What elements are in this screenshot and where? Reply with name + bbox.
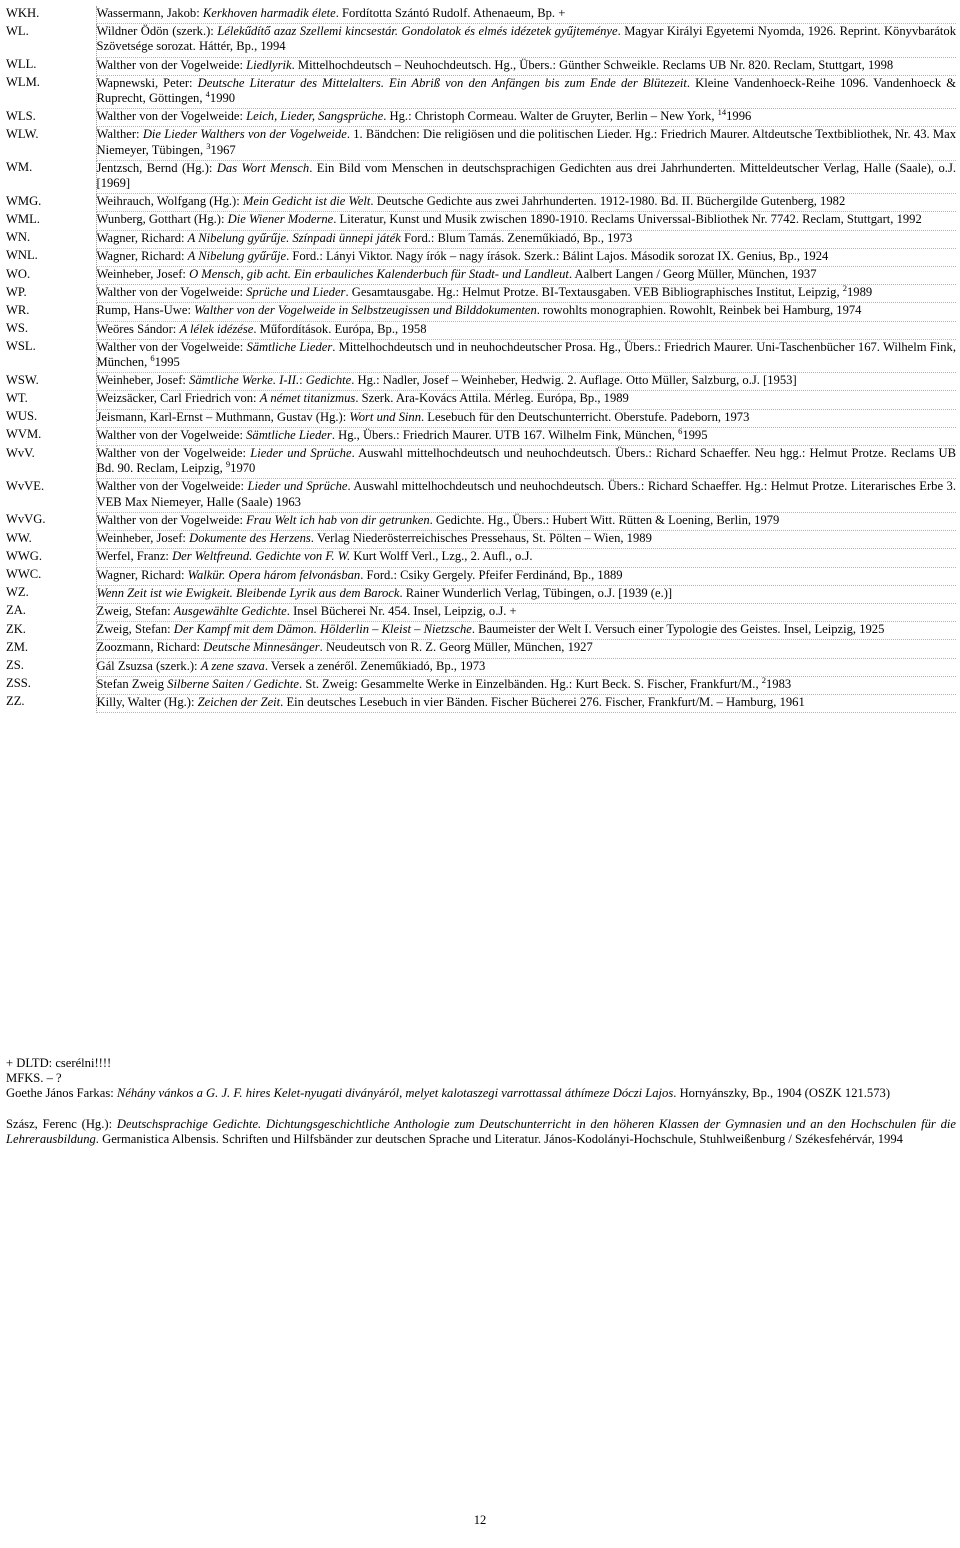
entry-abbreviation: WSW. <box>6 372 39 387</box>
entry-text: Zweig, Stefan: <box>96 603 174 618</box>
bibliography-row <box>6 285 956 303</box>
entry-text: Walther von der Vogelweide: <box>96 109 247 124</box>
entry-abbreviation: WKH. <box>6 6 40 20</box>
note-mfks: MFKS. – ? <box>6 1071 62 1086</box>
bibliography-row <box>6 75 956 108</box>
bibliography-row <box>6 622 956 640</box>
entry-abbreviation: ZK. <box>6 621 26 636</box>
bibliography-row <box>6 127 956 160</box>
entry-citation <box>96 549 956 567</box>
entry-citation <box>96 321 956 339</box>
entry-text: . Neudeutsch von R. Z. Georg Müller, München, 1927 <box>319 640 593 655</box>
superscript-edition: 6 <box>150 353 155 364</box>
entry-citation <box>96 57 956 75</box>
entry-text: . Hg.: Nadler, Josef – Weinheber, Hedwig. 2. Auflage. Otto Müller, Salzburg, o.J. [1953] <box>351 373 797 388</box>
entry-text: . Germanistica Albensis. Schriften und Hilfsbänder zur deutschen Sprache und Literatur. János-Kodolányi-Hochschule, Stuhlweißenburg / Székesfehérvár, 1994 <box>95 1131 903 1146</box>
entry-text: 1995 <box>682 427 708 442</box>
bibliography-row <box>6 303 956 321</box>
entry-text: . Verlag Niederösterreichisches Pressehaus, St. Pölten – Wien, 1989 <box>310 531 652 546</box>
bibliography-table <box>6 6 956 713</box>
entry-citation <box>96 603 956 621</box>
entry-text: Kurt Wolff Verl., Lzg., 2. Aufl., o.J. <box>350 549 533 564</box>
title-text: Leich, Lieder, Sangsprüche <box>246 109 384 124</box>
entry-text: Wagner, Richard: <box>96 567 188 582</box>
title-text: Mein Gedicht ist die Welt <box>242 194 371 209</box>
title-text: Der Weltfreund. Gedichte von F. W. <box>172 549 351 564</box>
entry-abbreviation: WSL. <box>6 339 36 354</box>
entry-abbreviation: WW. <box>6 530 32 545</box>
title-text: Lieder und Sprüche <box>247 479 348 494</box>
superscript-edition: 14 <box>717 107 727 118</box>
entry-text: . 1. Bändchen: Die religiösen und die politischen Lieder. Hg.: Friedrich Maurer. Altdeutsche Textbibliothek, Nr. 43. Max Niemeyer, Tübingen, <box>96 127 956 157</box>
entry-citation <box>96 212 956 230</box>
entry-abbreviation: WT. <box>6 390 28 405</box>
entry-text: . rowohlts monographien. Rowohlt, Reinbek bei Hamburg, 1974 <box>536 303 862 318</box>
entry-text: . Mittelhochdeutsch und in neuhochdeutscher Prosa. Hg., Übers.: Friedrich Maurer. Uni-Taschenbücher 167. Wilhelm Fink, München, <box>96 339 957 370</box>
bibliography-row <box>6 479 956 512</box>
entry-text: Wapnewski, Peter: <box>96 75 198 90</box>
entry-abbreviation: WvVE. <box>6 478 45 493</box>
note-goethe <box>6 1086 956 1101</box>
entry-abbreviation: WUS. <box>6 409 38 424</box>
entry-text: . Kleine Vandenhoeck-Reihe 1096. Vandenhoeck & Ruprecht, Göttingen, <box>96 75 957 106</box>
note-dltd: + DLTD: cserélni!!!! <box>6 1056 112 1070</box>
entry-abbreviation: WR. <box>6 302 30 317</box>
entry-abbreviation: WS. <box>6 321 29 336</box>
entry-citation <box>96 640 956 658</box>
entry-citation <box>96 446 956 479</box>
entry-text: Walther von der Vogelweide: <box>96 512 247 527</box>
entry-text: . Mittelhochdeutsch – Neuhochdeutsch. Hg., Übers.: Günther Schweikle. Reclams UB Nr. 820. Reclam, Stuttgart, 1998 <box>291 57 894 72</box>
entry-text: á <box>378 1086 385 1101</box>
entry-abbreviation: WML. <box>6 211 40 226</box>
notes-section <box>6 1056 956 1147</box>
entry-citation <box>96 75 956 108</box>
title-text: Deutsche Literatur des Mittelalters. Ein Abriß von den Anfängen bis zum Ende der Blütezeit <box>197 75 687 90</box>
entry-citation <box>96 267 956 285</box>
entry-citation <box>96 194 956 212</box>
title-text: Sämtliche Lieder <box>246 427 332 442</box>
entry-text: 1990 <box>209 91 236 106</box>
entry-abbreviation: ZA. <box>6 603 26 618</box>
superscript-edition: 4 <box>205 89 210 100</box>
entry-citation <box>96 6 956 24</box>
bibliography-row <box>6 512 956 530</box>
bibliography-row <box>6 212 956 230</box>
bibliography-row <box>6 339 956 372</box>
entry-abbreviation: WLW. <box>6 126 39 141</box>
page-number: 12 <box>473 1513 487 1527</box>
entry-text: 1970 <box>230 461 256 476</box>
title-text: Das Wort Mensch <box>216 160 310 175</box>
entry-text: . Aalbert Langen / Georg Müller, München, 1937 <box>568 267 817 282</box>
bibliography-row <box>6 321 956 339</box>
entry-citation <box>96 585 956 603</box>
entry-text: Wagner, Richard: <box>96 248 188 263</box>
entry-text: . Műfordítások. Európa, Bp., 1958 <box>253 321 427 336</box>
entry-abbreviation: WP. <box>6 284 27 299</box>
entry-text: Weizsäcker, Carl Friedrich von: <box>96 391 260 406</box>
title-text: Lélekűdítő azaz Szellemi kincsestár. Gondolatok és elmés idézetek gyűjteménye <box>217 24 618 39</box>
entry-text: : <box>299 373 306 388</box>
entry-citation <box>96 127 956 160</box>
bibliography-row <box>6 567 956 585</box>
title-text: A Nibelung gyűrűje <box>187 248 287 263</box>
title-text: A Nibelung gyűrűje. Színpadi ünnepi játék <box>187 230 401 245</box>
entry-citation <box>96 567 956 585</box>
entry-citation <box>96 109 956 127</box>
superscript-edition: 6 <box>678 425 683 436</box>
title-text: Néhány vánkos a G. J. F. hires Kelet-nyugati divány <box>116 1086 379 1101</box>
bibliography-row <box>6 160 956 193</box>
entry-citation <box>96 622 956 640</box>
entry-citation <box>96 248 956 266</box>
bibliography-row <box>6 6 956 24</box>
superscript-edition: 2 <box>761 674 766 685</box>
title-text: Die Lieder Walthers von der Vogelweide <box>142 127 347 142</box>
entry-abbreviation: WM. <box>6 160 33 175</box>
bibliography-row <box>6 640 956 658</box>
entry-text: Wagner, Richard: <box>96 230 188 245</box>
entry-text: Walther von der Vogelweide: <box>96 427 247 442</box>
bibliography-row <box>6 658 956 676</box>
bibliography-row <box>6 427 956 445</box>
entry-text: Szász, Ferenc (Hg.): <box>6 1116 117 1131</box>
entry-abbreviation: WLM. <box>6 75 40 90</box>
entry-text: . Lesebuch für den Deutschunterricht. Oberstufe. Padeborn, 1973 <box>421 409 750 424</box>
title-text: Sämtliche Lieder <box>246 339 333 354</box>
bibliography-row <box>6 57 956 75</box>
entry-text: Jeismann, Karl-Ernst – Muthmann, Gustav (Hg.): <box>96 409 350 424</box>
entry-text: Goethe János Farkas: <box>6 1086 117 1101</box>
entry-text: . Literatur, Kunst und Musik zwischen 1890-1910. Reclams Universsal-Bibliothek Nr. 7742. Reclam, Stuttgart, 1992 <box>333 212 922 227</box>
entry-abbreviation: WvVG. <box>6 512 46 527</box>
title-text: Zeichen der Zeit <box>197 694 281 709</box>
entry-text: Wassermann, Jakob: <box>96 6 203 20</box>
entry-text: Wildner Ödön (szerk.): <box>96 24 218 39</box>
entry-text: . Magyar Királyi Egyetemi Nyomda, 1926. Reprint. Könyvbarátok Szövetsége sorozat. Háttér, Bp., 1994 <box>96 24 957 54</box>
entry-citation <box>96 160 956 193</box>
bibliography-row <box>6 373 956 391</box>
entry-abbreviation: WO. <box>6 266 31 281</box>
title-text: Lieder und Sprüche <box>250 446 352 461</box>
entry-text: Walther von der Vogelweide: <box>96 446 251 461</box>
entry-text: 1983 <box>766 676 792 691</box>
entry-text: . Hg., Übers.: Friedrich Maurer. UTB 167. Wilhelm Fink, München, <box>331 427 679 442</box>
entry-text: Weinheber, Josef: <box>96 267 190 282</box>
entry-text: . Gesamtausgabe. Hg.: Helmut Protze. BI-Textausgaben. VEB Bibliographisches Institut, Leipzig, <box>345 285 843 300</box>
bibliography-row <box>6 109 956 127</box>
entry-text: . Auswahl mittelhochdeutsch und neuhochdeutsch. Übers.: Richard Schaeffer. Neu hgg.: Helmut Protze. Reclams UB Bd. 90. Reclam, Leipzig, <box>96 446 956 476</box>
entry-abbreviation: WL. <box>6 23 29 38</box>
title-text: Sprüche und Lieder <box>246 285 346 300</box>
bibliography-row <box>6 24 956 57</box>
entry-text: 1967 <box>210 142 236 157</box>
bibliography-row <box>6 446 956 479</box>
bibliography-row <box>6 194 956 212</box>
entry-abbreviation: WZ. <box>6 585 29 600</box>
entry-text: . Hg.: Christoph Cormeau. Walter de Gruyter, Berlin – New York, <box>383 109 718 124</box>
entry-abbreviation: WLS. <box>6 108 36 123</box>
entry-abbreviation: WvV. <box>6 445 35 460</box>
entry-text: Walther von der Vogelweide: <box>96 57 247 72</box>
entry-text: . Ein deutsches Lesebuch in vier Bänden. Fischer Bücherei 276. Fischer, Frankfurt/M. – Hamburg, 1961 <box>280 694 805 709</box>
entry-abbreviation: ZM. <box>6 639 29 654</box>
entry-citation <box>96 230 956 248</box>
bibliography-row <box>6 409 956 427</box>
entry-text: . St. Zweig: Gesammelte Werke in Einzelbänden. Hg.: Kurt Beck. S. Fischer, Frankfurt/M., <box>299 676 762 691</box>
entry-text: Ford.: Blum Tamás. Zeneműkiadó, Bp., 1973 <box>400 230 633 245</box>
entry-abbreviation: ZSS. <box>6 676 31 691</box>
entry-text: Weöres Sándor: <box>96 321 180 336</box>
title-text: Sämtliche Werke. I-II. <box>189 373 300 388</box>
entry-text: . Hornyánszky, Bp., 1904 (OSZK 121.573) <box>673 1086 891 1101</box>
title-text: Silberne Saiten / Gedichte <box>167 676 300 691</box>
title-text: Dokumente des Herzens <box>189 531 311 546</box>
note-szasz <box>6 1117 956 1147</box>
entry-abbreviation: WLL. <box>6 57 37 72</box>
title-text: A zene szava <box>200 658 265 673</box>
entry-text: . Szerk. Ara-Kovács Attila. Mérleg. Európa, Bp., 1989 <box>355 391 629 406</box>
entry-text: . Ford.: Lányi Viktor. Nagy írók – nagy írások. Szerk.: Bálint Lajos. Második sorozat IX. Genius, Bp., 1924 <box>286 248 829 263</box>
entry-citation <box>96 409 956 427</box>
entry-text: 1995 <box>154 355 180 370</box>
bibliography-row <box>6 603 956 621</box>
entry-abbreviation: WVM. <box>6 427 42 442</box>
entry-text: Wunberg, Gotthart (Hg.): <box>96 212 228 227</box>
entry-text: 1989 <box>847 285 873 300</box>
title-text: Wenn Zeit ist wie Ewigkeit. Bleibende Lyrik aus dem Barock <box>96 585 400 600</box>
entry-citation <box>96 658 956 676</box>
title-text: Gedichte <box>305 373 352 388</box>
bibliography-row <box>6 267 956 285</box>
entry-citation <box>96 339 956 372</box>
entry-text: . Rainer Wunderlich Verlag, Tübingen, o.J. [1939 (e.)] <box>399 585 673 600</box>
title-text: A német titanizmus <box>259 391 356 406</box>
title-text: Kerkhoven harmadik élete <box>202 6 336 20</box>
entry-text: Killy, Walter (Hg.): <box>96 694 198 709</box>
entry-citation <box>96 694 956 712</box>
entry-citation <box>96 676 956 694</box>
entry-abbreviation: WWC. <box>6 567 42 581</box>
bibliography-row <box>6 248 956 266</box>
entry-citation <box>96 391 956 409</box>
title-text: Walther von der Vogelweide in Selbstzeugissen und Bilddokumenten <box>194 303 537 318</box>
superscript-edition: 3 <box>206 140 211 151</box>
entry-citation <box>96 427 956 445</box>
entry-abbreviation: WNL. <box>6 248 38 263</box>
title-text: O Mensch, gib acht. Ein erbauliches Kalenderbuch für Stadt- und Landleut <box>189 267 569 282</box>
superscript-edition: 9 <box>225 459 231 470</box>
entry-text: . Baumeister der Welt I. Versuch einer Typologie des Geistes. Insel, Leipzig, 1925 <box>471 622 885 637</box>
superscript-edition: 2 <box>842 283 847 294</box>
entry-citation <box>96 303 956 321</box>
entry-text: Walther von der Vogelweide: <box>96 479 248 494</box>
entry-abbreviation: WWG. <box>6 548 43 563</box>
title-text: Die Wiener Moderne <box>227 212 334 227</box>
entry-text: . Ford.: Csiky Gergely. Pfeifer Ferdinánd, Bp., 1889 <box>360 567 623 582</box>
bibliography-row <box>6 694 956 712</box>
entry-abbreviation: WMG. <box>6 193 42 208</box>
title-text: Wort und Sinn <box>349 409 421 424</box>
entry-citation <box>96 24 956 57</box>
bibliography-row <box>6 230 956 248</box>
entry-text: Zoozmann, Richard: <box>96 640 204 655</box>
entry-text: . Versek a zenéről. Zeneműkiadó, Bp., 1973 <box>264 658 486 673</box>
title-text: Walkür. Opera három felvonásban <box>187 567 361 582</box>
title-text: Deutschsprachige Gedichte. Dichtungsgeschichtliche Anthologie zum Deutschunterricht in den höheren Klassen der Gymnasien und an den Hochschulen für die Lehrerausbildung <box>6 1116 956 1146</box>
entry-abbreviation: ZS. <box>6 658 24 673</box>
title-text: Deutsche Minnesänger <box>203 640 320 655</box>
entry-text: . Fordította Szántó Rudolf. Athenaeum, Bp. + <box>335 6 566 20</box>
title-text: Ausgewählte Gedichte <box>173 603 287 618</box>
entry-text: . Insel Bücherei Nr. 454. Insel, Leipzig, o.J. + <box>286 603 517 618</box>
entry-text: Walther: <box>96 127 143 142</box>
entry-text: . Gedichte. Hg., Übers.: Hubert Witt. Rütten & Loening, Berlin, 1979 <box>429 512 780 527</box>
entry-citation <box>96 285 956 303</box>
entry-text: Gál Zsuzsa (szerk.): <box>96 658 201 673</box>
entry-abbreviation: WN. <box>6 230 31 245</box>
bibliography-body <box>6 6 956 713</box>
entry-citation <box>96 479 956 512</box>
entry-text: Stefan Zweig <box>96 676 168 691</box>
title-text: A lélek idézése <box>179 321 254 336</box>
entry-text: Weihrauch, Wolfgang (Hg.): <box>96 194 243 209</box>
bibliography-row <box>6 676 956 694</box>
bibliography-row <box>6 585 956 603</box>
entry-text: Werfel, Franz: <box>96 549 173 564</box>
entry-text: Rump, Hans-Uwe: <box>96 303 195 318</box>
title-text: Frau Welt ich hab von dir getrunken <box>246 512 430 527</box>
entry-text: Walther von der Vogelweide: <box>96 339 247 354</box>
entry-text: Walther von der Vogelweide: <box>96 285 247 300</box>
entry-citation <box>96 373 956 391</box>
entry-citation <box>96 531 956 549</box>
entry-abbreviation: ZZ. <box>6 694 25 709</box>
entry-text: 1996 <box>726 109 752 124</box>
entry-text: Weinheber, Josef: <box>96 373 190 388</box>
bibliography-row <box>6 391 956 409</box>
bibliography-row <box>6 549 956 567</box>
title-text: Der Kampf mit dem Dämon. Hölderlin – Kleist – Nietzsche <box>173 622 472 637</box>
entry-citation <box>96 512 956 530</box>
entry-text: . Auswahl mittelhochdeutsch und neuhochdeutsch. Übers.: Richard Schaeffer. Hg.: Helmut Protze. Literarisches Erbe 3. VEB Max Niemeyer, Halle (Saale) 1963 <box>96 479 956 509</box>
entry-text: . Deutsche Gedichte aus zwei Jahrhunderten. 1912-1980. Bd. II. Büchergilde Gutenberg, 1982 <box>370 194 846 209</box>
entry-text: . Ein Bild vom Menschen in deutschsprachigen Gedichten aus drei Jahrhunderten. Mitteldeutscher Verlag, Halle (Saale), o.J. [1969] <box>96 160 956 191</box>
entry-text: Jentzsch, Bernd (Hg.): <box>96 160 217 175</box>
entry-text: Weinheber, Josef: <box>96 531 190 546</box>
bibliography-row <box>6 531 956 549</box>
title-text: ról, melyet kalotaszegi varrottassal áthímeze Dóczi Lajos <box>384 1086 674 1101</box>
entry-text: Zweig, Stefan: <box>96 622 174 637</box>
title-text: Liedlyrik <box>246 57 292 72</box>
